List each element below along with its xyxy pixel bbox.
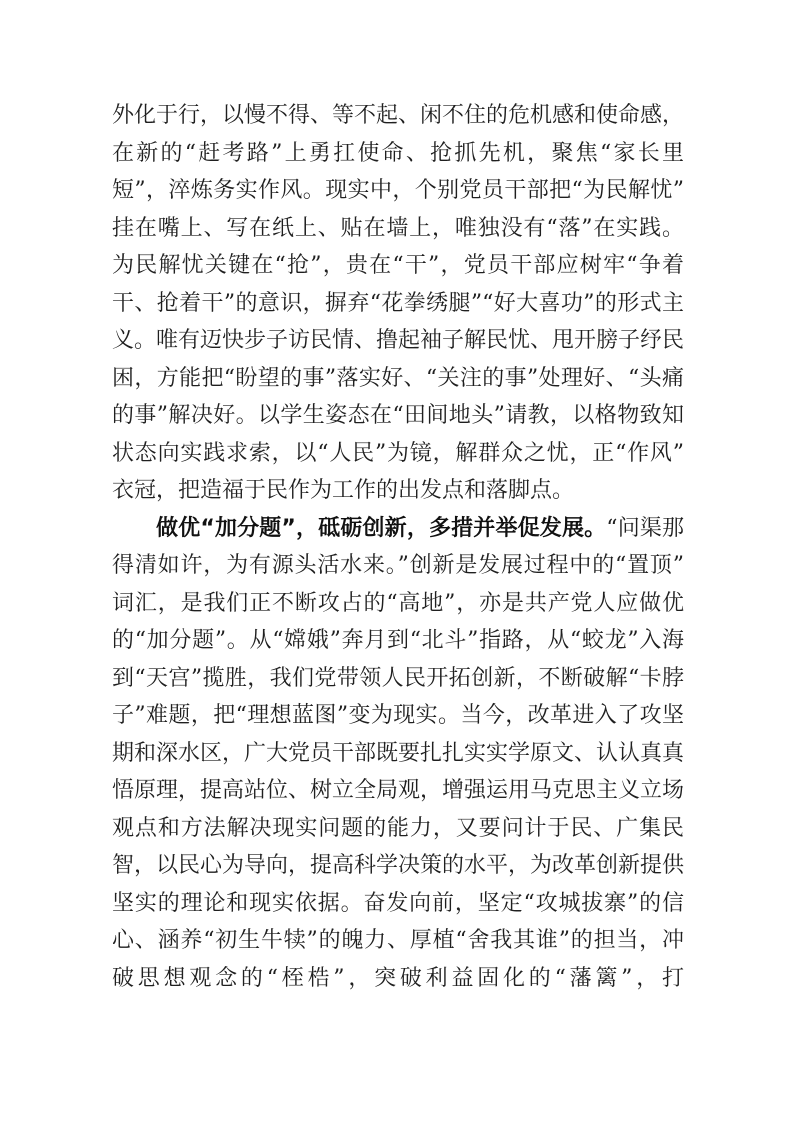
paragraph-bold-lead: 做优“加分题”，砥砺创新，多措并举促发展。: [156, 515, 607, 541]
page-text-content: [112, 97, 684, 997]
paragraph-innovation: [112, 510, 684, 998]
paragraph-continuation: 外化于行，以慢不得、等不起、闲不住的危机感和使命感，在新的“赶考路”上勇扛使命、抢抓先机，聚焦“家长里短”，淬炼务实作风。现实中，个别党员干部把“为民解忧”挂在嘴上、写在纸上、贴在墙上，唯独没有“落”在实践。为民解忧关键在“抢”，贵在“干”，党员干部应树牢“争着干、抢着干”的意识，摒弃“花拳绣腿”“好大喜功”的形式主义。唯有迈快步子访民情、撸起袖子解民忧、甩开膀子纾民困，方能把“盼望的事”落实好、“关注的事”处理好、“头痛的事”解决好。以学生姿态在“田间地头”请教，以格物致知状态向实践求索，以“人民”为镜，解群众之忧，正“作风”衣冠，把造福于民作为工作的出发点和落脚点。: [112, 103, 685, 503]
paragraph-body-text: “问渠那得清如许，为有源头活水来。”创新是发展过程中的“置顶”词汇，是我们正不断攻占的“高地”，亦是共产党人应做优的“加分题”。从“嫦娥”奔月到“北斗”指路，从“蛟龙”入海到“天宫”揽胜，我们党带领人民开拓创新，不断破解“卡脖子”难题，把“理想蓝图”变为现实。当今，改革进入了攻坚期和深水区，广大党员干部既要扎扎实实学原文、认认真真悟原理，提高站位、树立全局观，增强运用马克思主义立场观点和方法解决现实问题的能力，又要问计于民、广集民智，以民心为导向，提高科学决策的水平，为改革创新提供坚实的理论和现实依据。奋发向前，坚定“攻城拔寨”的信心、涵养“初生牛犊”的魄力、厚植“舍我其谁”的担当，冲破思想观念的“桎梏”，突破利益固化的“藩篱”，打: [112, 515, 685, 991]
